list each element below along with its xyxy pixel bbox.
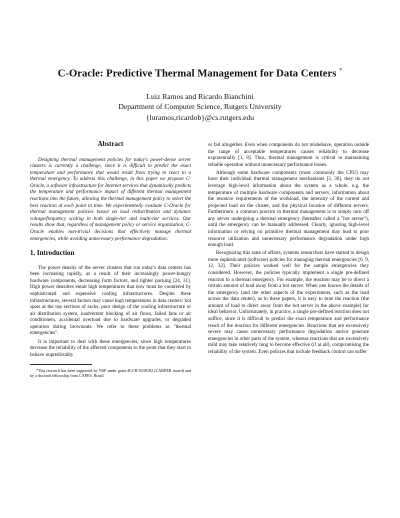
footnote-funding: *This research has been supported by NSF under grant #CCR-0238182 (CAREER award) and by a doctoral fellowship from CAPES, Brazil. (30, 368, 191, 379)
author-names: Luiz Ramos and Ricardo Bianchini (146, 92, 254, 101)
right-paragraph-1: or fail altogether. Even when components do not misbehave, operation outside the range of acceptable temperatures causes reliability to decrease exponentially [1, 8]. Thus, thermal management is critical in maintaining reliable operation without unnecessary performance losses. (208, 142, 369, 168)
abstract-text: Designing thermal management policies for today's power-dense server clusters is currently a challenge, since it is difficult to predict the exact temperature and performance that would result from trying to react to a thermal emergency. To address this challenge, in this paper we propose C-Oracle, a software infrastructure for Internet services that dynamically predicts the temperature and performance impact of different thermal management reactions into the future, allowing the thermal management policy to select the best reaction at each point in time. We experimentally evaluate C-Oracle for thermal management policies based on load redistribution and dynamic voltage/frequency scaling in both single-tier and multi-tier services. Our results show that, regardless of management policy or service organization, C-Oracle enables non-trivial decisions that effectively manage thermal emergencies, while avoiding unnecessary performance degradation. (30, 156, 191, 242)
section-heading-introduction: 1. Introduction (30, 250, 75, 258)
title-footnote-mark: * (339, 68, 343, 74)
footnote-rule (30, 364, 92, 365)
right-column (208, 142, 369, 356)
right-paragraph-2: Although some hardware components (most commonly the CPU) may have their individual thermal management mechanisms [3, 30], they do not leverage high-level information about the system as a whole, e.g. the temperature of multiple hardware components and servers, information about the resource requirements of the workload, the intensity of the current and projected load on the cluster, and the physical location of different servers. Furthermore, a common practice in thermal management is to simply turn off any server undergoing a thermal emergency (hereafter called a "hot server"), until the emergency can be manually addressed. Clearly, ignoring high-level information or relying on primitive thermal management may lead to poor resource utilization and unnecessary performance degradation under high enough load. (208, 169, 369, 249)
paper-title (0, 68, 400, 80)
abstract-heading: Abstract (97, 141, 124, 148)
intro-paragraph-1: The power density of the server clusters that run today's data centers has been increasing rapidly, as a result of their increasingly power-hungry hardware components, decreasing form factors, and tighter packing [24, 31]. High power densities entail high temperatures that now must be countered by sophisticated and expensive cooling infrastructures. Despite these infrastructures, several factors may cause high temperatures in data centers: hot spots at the top sections of racks, poor design of the cooling infrastructure or air distribution system, inadvertent blocking of air flows, failed fans or air conditioners, accidental overload due to hardware upgrades, or degraded operation during brownouts. We refer to these problems as "thermal emergencies". (30, 264, 191, 337)
affiliation: Department of Computer Science, Rutgers University (118, 102, 282, 112)
right-paragraph-3: Recognizing this state of affairs, systems researchers have started to design more sophisticated (software) policies for managing thermal emergencies [6, 9, 12, 32]. Their policies worked well for the sample emergencies they considered. However, the policies typically implement a single pre-defined reaction to a thermal emergency. For example, the reaction may be to direct a certain amount of load away from a hot server. When one knows the details of the emergency (and the other aspects of the experiments, such as the load across the data center), as in these papers, it is easy to tune the reaction (the amount of load to direct away from the hot server in the above example) for ideal behavior. Unfortunately, in practice, a single pre-defined reaction does not suffice, since it is difficult to predict the exact temperature and performance result of the reaction for different emergencies. Reactions that are excessively severe may cause unnecessary performance degradation and/or generate emergencies in other parts of the system, whereas reactions that are excessively mild may take relatively long to become effective (if at all), compromising the reliability of the system. Even policies that include feedback control can suffer (208, 250, 369, 355)
author-block (0, 92, 400, 123)
intro-paragraph-2: It is important to deal with these emergencies, since high temperatures decrease the reliability of the affected components to the point that they start to behave unpredictably (30, 338, 191, 358)
left-column (30, 142, 191, 378)
title-text: C-Oracle: Predictive Thermal Management for Data Centers (57, 68, 337, 80)
author-email: {luramos,ricardob}@cs.rutgers.edu (145, 112, 255, 122)
